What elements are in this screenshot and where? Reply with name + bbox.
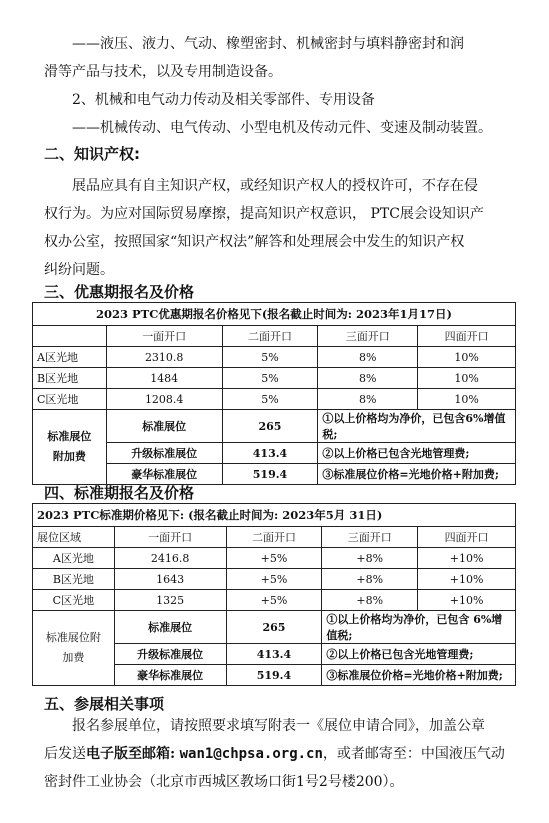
addon-note-cell: ③标准展位价格=光地价格+附加费;: [322, 665, 516, 686]
table-cell: +10%: [418, 590, 516, 611]
table-cell: C区光地: [33, 590, 115, 611]
addon-label-line: 标准展位: [47, 430, 92, 443]
table-cell: 2310.8: [106, 347, 222, 368]
table-header-cell: 四面开口: [418, 527, 516, 548]
email-label: 电子版至邮箱:: [86, 746, 176, 762]
table-cell: 1484: [106, 368, 222, 389]
table-header-cell: 三面开口: [318, 326, 418, 347]
addon-price-cell: 265: [226, 611, 322, 644]
table-caption: 2023 PTC优惠期报名价格见下(报名截止时间为: 2023年1月17日): [33, 303, 516, 326]
text-span: ，或者邮寄至：中国液压气动: [322, 746, 505, 762]
table-cell: 1643: [114, 569, 226, 590]
table-cell: B区光地: [33, 569, 115, 590]
table-cell: 5%: [222, 389, 318, 410]
table-cell: +8%: [322, 590, 418, 611]
table-header-cell: 展位区域: [33, 527, 115, 548]
table-header-cell: 一面开口: [106, 326, 222, 347]
standard-price-table: [32, 503, 516, 686]
table-cell: 10%: [418, 368, 516, 389]
addon-price-cell: 519.4: [226, 665, 322, 686]
addon-name-cell: 豪华标准展位: [106, 464, 222, 485]
table-cell: 2416.8: [114, 548, 226, 569]
addon-price-cell: 519.4: [222, 464, 318, 485]
section-title-exhibit-matters: 五、参展相关事项: [44, 695, 165, 713]
table-header-cell: 二面开口: [226, 527, 322, 548]
table-row: [33, 347, 516, 368]
table-cell: +10%: [418, 569, 516, 590]
addon-note-cell: ②以上价格已包含光地管理费;: [318, 443, 516, 464]
table-cell: 5%: [222, 368, 318, 389]
table-cell: 8%: [318, 389, 418, 410]
table-caption: 2023 PTC标准期价格见下: (报名截止时间为: 2023年5月 31日): [33, 504, 516, 527]
text-line: 2、机械和电气动力传动及相关零部件、专用设备: [72, 92, 375, 108]
addon-note-cell: ①以上价格均为净价，已包含 6%增值税;: [322, 611, 516, 644]
addon-note-cell: ②以上价格已包含光地管理费;: [322, 644, 516, 665]
product-scope-text: [44, 30, 512, 142]
table-header-cell: [33, 326, 107, 347]
table-cell: B区光地: [33, 368, 107, 389]
text-line: 报名参展单位，请按照要求填写附表一《展位申请合同》，加盖公章: [72, 718, 485, 734]
section-title-early-price: 三、优惠期报名及价格: [44, 283, 195, 301]
addon-label-line: 附加费: [52, 450, 86, 463]
table-cell: +5%: [226, 548, 322, 569]
text-line: 展品应具有自主知识产权，或经知识产权人的授权许可，不存在侵: [72, 178, 478, 194]
addon-name-cell: 标准展位: [106, 410, 222, 443]
addon-label-cell: [33, 611, 115, 686]
addon-name-cell: 升级标准展位: [114, 644, 226, 665]
table-cell: +10%: [418, 548, 516, 569]
text-line: 权行为。为应对国际贸易摩擦，提高知识产权意识， PTC展会设知识产: [44, 206, 484, 222]
addon-note-cell: ①以上价格均为净价，已包含6%增值税;: [318, 410, 516, 443]
table-row: [33, 389, 516, 410]
addon-name-cell: 豪华标准展位: [114, 665, 226, 686]
table-row: [33, 410, 516, 443]
table-header-cell: 二面开口: [222, 326, 318, 347]
table-cell: +5%: [226, 569, 322, 590]
exhibit-matters-text: [44, 712, 512, 796]
text-line: 滑等产品与技术，以及专用制造设备。: [44, 64, 282, 80]
email-link[interactable]: wan1@chpsa.org.cn: [179, 746, 323, 762]
addon-price-cell: 265: [222, 410, 318, 443]
addon-name-cell: 升级标准展位: [106, 443, 222, 464]
table-row: [33, 548, 516, 569]
addon-note-cell: ③标准展位价格=光地价格+附加费;: [318, 464, 516, 485]
table-cell: 1208.4: [106, 389, 222, 410]
table-cell: C区光地: [33, 389, 107, 410]
table-cell: +8%: [322, 548, 418, 569]
addon-label-line: 标准展位附: [45, 631, 101, 644]
text-line: [44, 740, 512, 768]
table-cell: 1325: [114, 590, 226, 611]
table-cell: 10%: [418, 389, 516, 410]
text-line: 权办公室，按照国家“知识产权法”解答和处理展会中发生的知识产权: [44, 234, 465, 250]
text-line: 密封件工业协会（北京市西城区教场口街1号2号楼200）。: [44, 774, 404, 790]
table-cell: +8%: [322, 569, 418, 590]
table-header-cell: 三面开口: [322, 527, 418, 548]
addon-price-cell: 413.4: [222, 443, 318, 464]
table-row: [33, 368, 516, 389]
text-span: 后发送: [44, 746, 86, 762]
table-cell: 5%: [222, 347, 318, 368]
table-cell: 10%: [418, 347, 516, 368]
table-cell: A区光地: [33, 347, 107, 368]
ip-text: [44, 172, 512, 284]
table-row: [33, 590, 516, 611]
table-cell: 8%: [318, 368, 418, 389]
table-header-cell: 一面开口: [114, 527, 226, 548]
text-line: 纠纷问题。: [44, 262, 114, 278]
text-line: ——机械传动、电气传动、小型电机及传动元件、变速及制动装置。: [72, 120, 492, 136]
table-row: [33, 569, 516, 590]
table-cell: 8%: [318, 347, 418, 368]
table-header-cell: 四面开口: [418, 326, 516, 347]
section-title-standard-price: 四、标准期报名及价格: [44, 484, 195, 502]
addon-name-cell: 标准展位: [114, 611, 226, 644]
table-cell: A区光地: [33, 548, 115, 569]
text-line: ——液压、液力、气动、橡塑密封、机械密封与填料静密封和润: [72, 36, 464, 52]
section-title-ip: 二、知识产权:: [44, 145, 140, 163]
addon-label-cell: [33, 410, 107, 485]
addon-price-cell: 413.4: [226, 644, 322, 665]
table-row: [33, 611, 516, 644]
table-cell: +5%: [226, 590, 322, 611]
early-price-table: [32, 302, 516, 485]
addon-label-line: 加费: [62, 651, 85, 664]
